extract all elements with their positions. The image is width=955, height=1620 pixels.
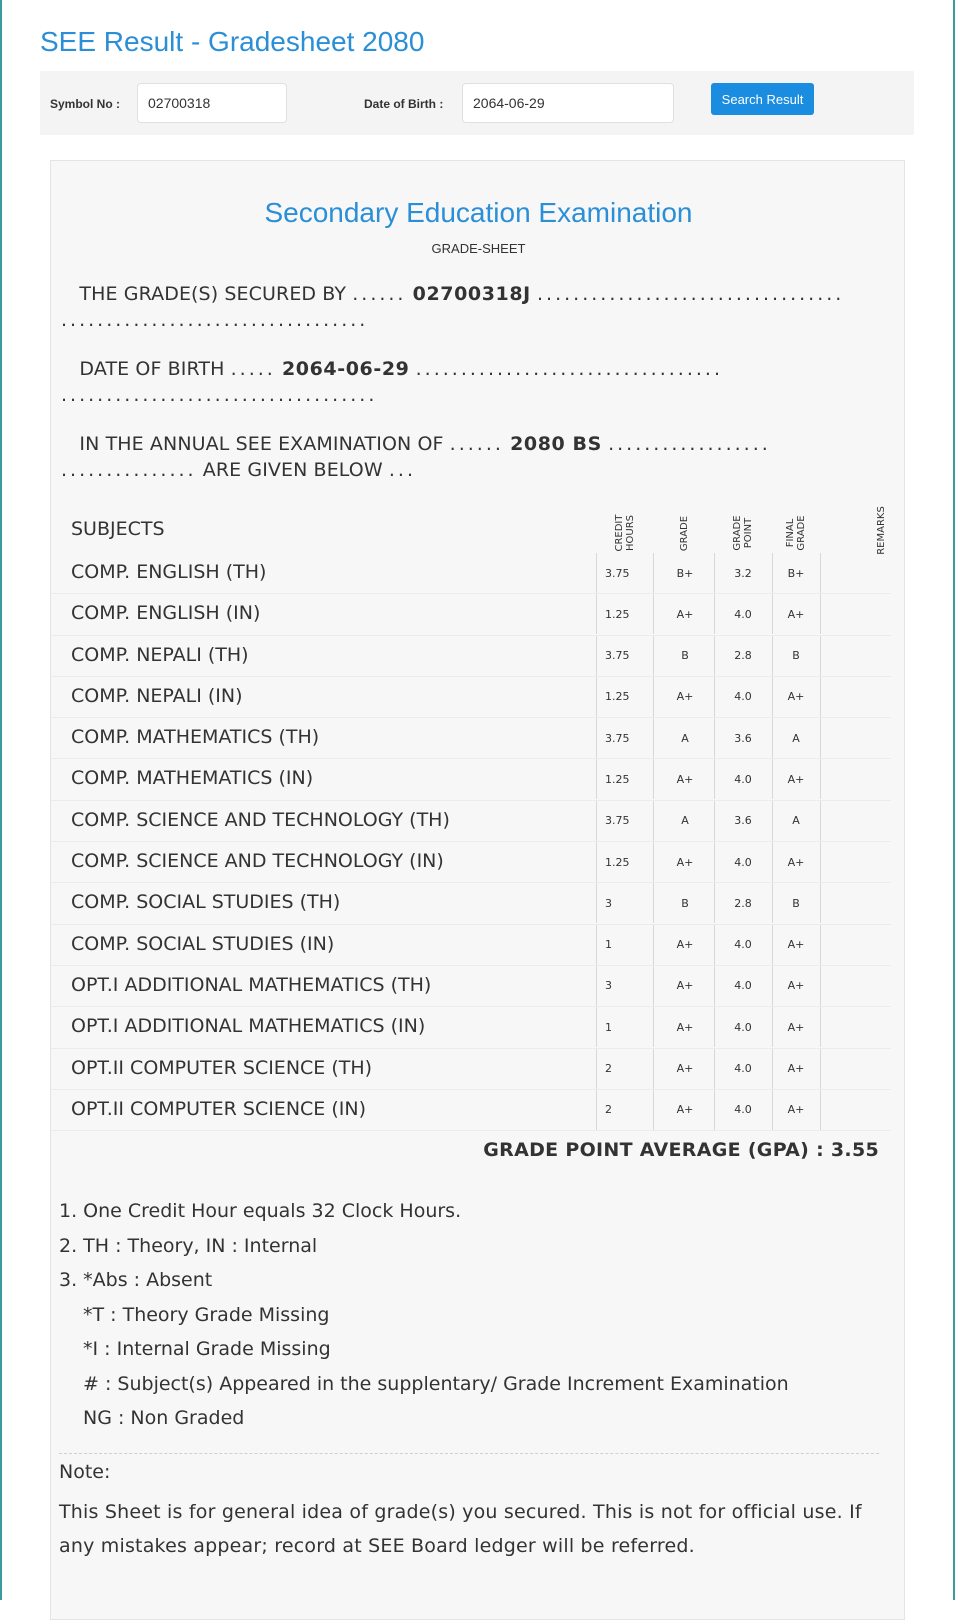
- dob-input[interactable]: [462, 83, 674, 123]
- given-below-text: ARE GIVEN BELOW: [202, 459, 383, 481]
- sheet-dob-label: DATE OF BIRTH: [79, 358, 225, 380]
- grade-point-header: GRADE POINT: [732, 515, 754, 551]
- subjects-header: SUBJECTS: [71, 518, 165, 540]
- note-text: This Sheet is for general idea of grade(s) you secured. This is not for official use. If any mistakes appear; record at SEE Board ledger will be referred.: [59, 1501, 862, 1557]
- table-row: COMP. MATHEMATICS (IN) 1.25 A+ 4.0 A+: [51, 759, 891, 800]
- dob-statement: DATE OF BIRTH ..... 2064-06-29 .................................. ...................................: [61, 358, 723, 406]
- exam-value: 2080 BS: [510, 433, 602, 455]
- secured-by-statement: THE GRADE(S) SECURED BY ...... 02700318J .................................. ..................................: [61, 283, 845, 331]
- dob-label: Date of Birth :: [364, 97, 444, 111]
- symbol-input[interactable]: [137, 83, 287, 123]
- gpa-summary: [483, 1139, 879, 1161]
- page-title: SEE Result - Gradesheet 2080: [40, 26, 425, 57]
- final-grade-header: FINAL GRADE: [785, 515, 807, 551]
- secured-by-value: 02700318J: [412, 283, 531, 305]
- table-row: COMP. ENGLISH (TH) 3.75 B+ 3.2 B+: [51, 553, 891, 594]
- search-bar: [40, 71, 914, 135]
- remarks-header: REMARKS: [875, 505, 887, 555]
- table-row: OPT.II COMPUTER SCIENCE (TH) 2 A+ 4.0 A+: [51, 1049, 891, 1090]
- list-item: *I : Internal Grade Missing: [83, 1338, 331, 1360]
- table-row: OPT.I ADDITIONAL MATHEMATICS (TH) 3 A+ 4.0 A+: [51, 966, 891, 1007]
- list-item: 1. One Credit Hour equals 32 Clock Hours.: [59, 1200, 462, 1222]
- exam-statement: IN THE ANNUAL SEE EXAMINATION OF ...... 2080 BS .................. ............... ARE GIVEN BELOW ...: [61, 433, 771, 481]
- divider: [59, 1453, 879, 1454]
- table-row: COMP. MATHEMATICS (TH) 3.75 A 3.6 A: [51, 718, 891, 759]
- table-row: COMP. SCIENCE AND TECHNOLOGY (IN) 1.25 A+ 4.0 A+: [51, 842, 891, 883]
- grade-sheet: [50, 160, 905, 1620]
- table-row: COMP. SOCIAL STUDIES (TH) 3 B 2.8 B: [51, 883, 891, 924]
- credit-hours-header: CREDIT HOURS: [614, 514, 636, 552]
- secured-by-label: THE GRADE(S) SECURED BY: [79, 283, 347, 305]
- grade-header: GRADE: [679, 515, 691, 551]
- table-row: COMP. ENGLISH (IN) 1.25 A+ 4.0 A+: [51, 594, 891, 635]
- sheet-dob-value: 2064-06-29: [281, 358, 410, 380]
- table-row: OPT.II COMPUTER SCIENCE (IN) 2 A+ 4.0 A+: [51, 1090, 891, 1131]
- table-row: COMP. NEPALI (IN) 1.25 A+ 4.0 A+: [51, 677, 891, 718]
- gpa-label: GRADE POINT AVERAGE (GPA) :: [483, 1139, 824, 1161]
- legend-notes: [59, 1198, 789, 1440]
- table-row: COMP. NEPALI (TH) 3.75 B 2.8 B: [51, 636, 891, 677]
- page-border-left: [0, 0, 2, 1600]
- list-item: NG : Non Graded: [83, 1407, 245, 1429]
- note-heading: Note:: [59, 1461, 111, 1483]
- search-result-button[interactable]: Search Result: [711, 83, 814, 115]
- list-item: 2. TH : Theory, IN : Internal: [59, 1234, 318, 1257]
- exam-label: IN THE ANNUAL SEE EXAMINATION OF: [79, 433, 444, 455]
- table-row: OPT.I ADDITIONAL MATHEMATICS (IN) 1 A+ 4.0 A+: [51, 1007, 891, 1048]
- list-item: # : Subject(s) Appeared in the supplentary/ Grade Increment Examination: [83, 1372, 789, 1395]
- exam-title: Secondary Education Examination: [264, 197, 693, 228]
- subject-table: [51, 553, 891, 1131]
- symbol-label: Symbol No :: [50, 97, 121, 111]
- table-row: COMP. SCIENCE AND TECHNOLOGY (TH) 3.75 A 3.6 A: [51, 801, 891, 842]
- sheet-subtitle: GRADE-SHEET: [431, 241, 526, 256]
- list-item: *T : Theory Grade Missing: [83, 1303, 330, 1326]
- table-row: COMP. SOCIAL STUDIES (IN) 1 A+ 4.0 A+: [51, 925, 891, 966]
- list-item: 3. *Abs : Absent: [59, 1269, 213, 1291]
- gpa-value: 3.55: [830, 1139, 879, 1161]
